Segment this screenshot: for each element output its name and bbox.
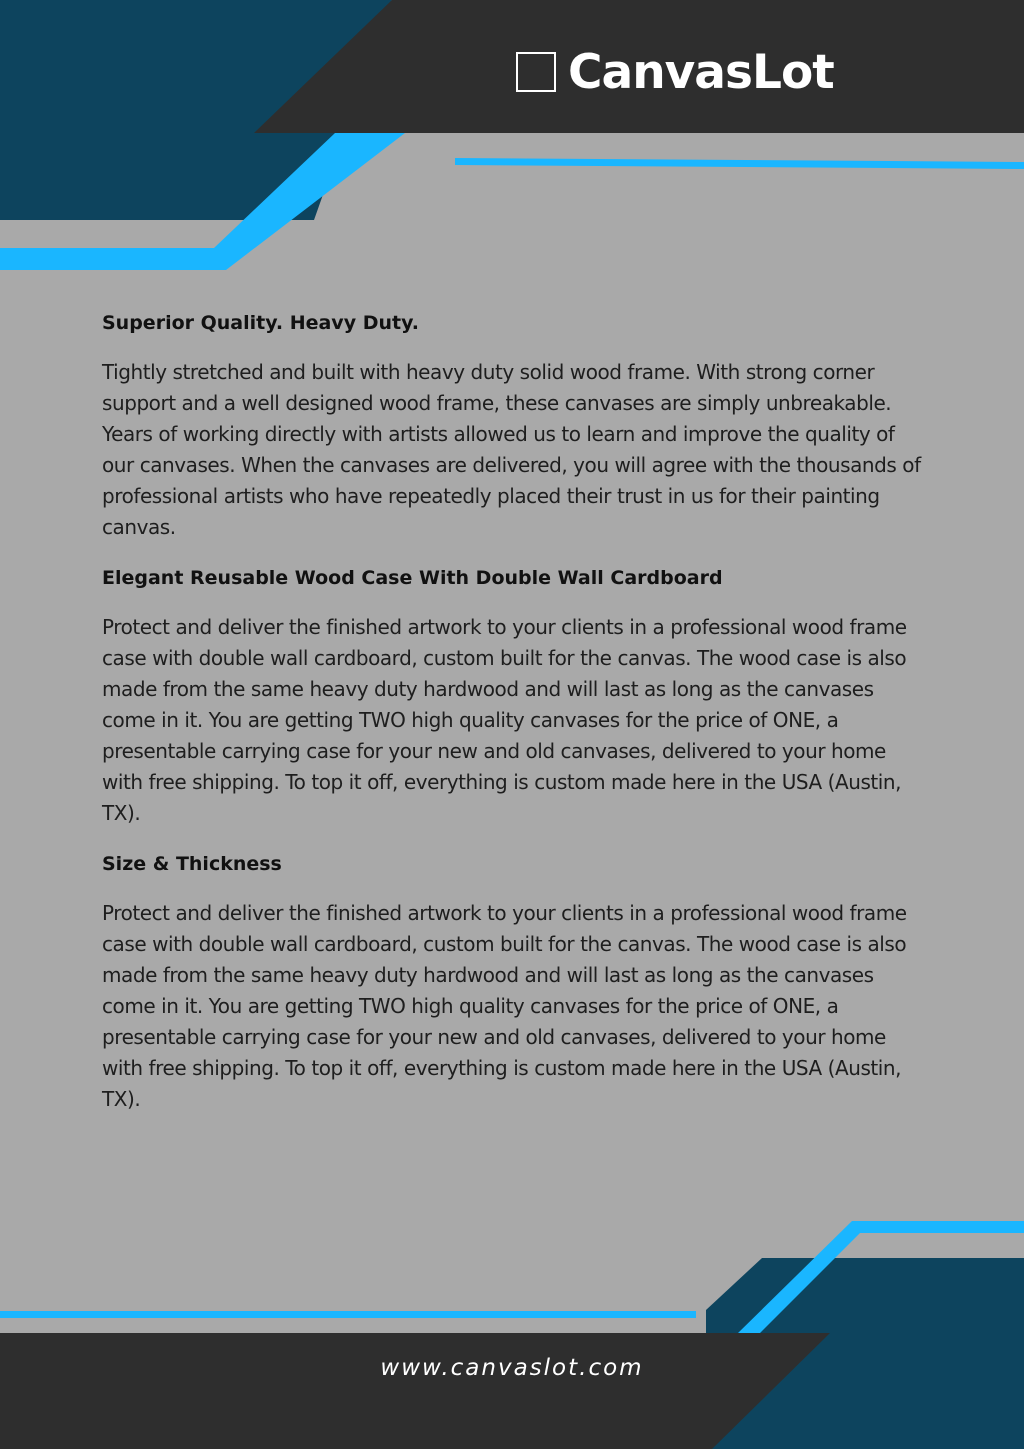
main-content xyxy=(102,308,932,1135)
footer-website-url: www.canvaslot.com xyxy=(380,1355,644,1381)
brand-name: CanvasLot xyxy=(568,44,834,100)
brand-logo xyxy=(516,44,834,100)
section-body-size: Protect and deliver the finished artwork to your clients in a professional wood frame case with double wall cardboard, custom built for the canvas. The wood case is also made from the same heavy duty hardwood and will last as long as the canvases come in it. You are getting TWO high quality canvases for the price of ONE, a presentable carrying case for your new and old canvases, delivered to your home with free shipping. To top it off, everything is custom made here in the USA (Austin, TX). xyxy=(102,901,907,1111)
bottom-accent-line xyxy=(0,1311,696,1318)
section-heading-wood-case: Elegant Reusable Wood Case With Double Wall Cardboard xyxy=(102,567,723,589)
square-outline-icon xyxy=(516,52,556,92)
section-body-quality: Tightly stretched and built with heavy duty solid wood frame. With strong corner support and a well designed wood frame, these canvases are simply unbreakable. Years of working directly with artists allowed us to learn and improve the quality of our canvases. When the canvases are delivered, you will agree with the thousands of professional artists who have repeatedly placed their trust in us for their painting canvas. xyxy=(102,360,921,539)
top-accent-line xyxy=(455,158,1024,169)
section-heading-quality: Superior Quality. Heavy Duty. xyxy=(102,312,419,334)
section-body-wood-case: Protect and deliver the finished artwork to your clients in a professional wood frame case with double wall cardboard, custom built for the canvas. The wood case is also made from the same heavy duty hardwood and will last as long as the canvases come in it. You are getting TWO high quality canvases for the price of ONE, a presentable carrying case for your new and old canvases, delivered to your home with free shipping. To top it off, everything is custom made here in the USA (Austin, TX). xyxy=(102,615,907,825)
bottom-charcoal-band xyxy=(0,1333,830,1449)
section-heading-size: Size & Thickness xyxy=(102,853,282,875)
